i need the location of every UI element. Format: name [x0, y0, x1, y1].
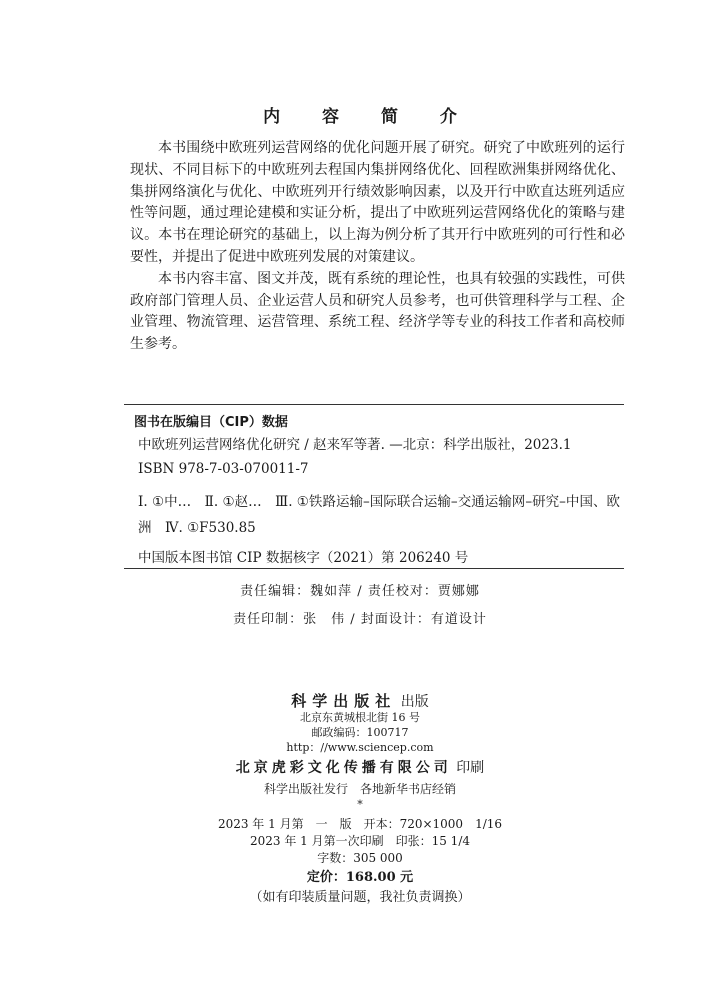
publisher-line: [0, 690, 720, 711]
cip-record: 中欧班列运营网络优化研究 / 赵来军等著. —北京：科学出版社，2023.1: [138, 437, 572, 453]
printing-line: 2023 年 1 月第一次印刷 印张：15 1/4: [249, 834, 470, 848]
publisher-url: http：//www.sciencep.com: [286, 741, 434, 754]
quality-notice: （如有印装质量问题，我社负责调换）: [249, 890, 471, 905]
printer-name: 北京虎彩文化传播有限公司: [235, 760, 452, 776]
publisher-postcode: 邮政编码：100717: [311, 726, 409, 739]
separator-star: *: [357, 798, 363, 811]
cip-classification: Ⅰ. ①中… Ⅱ. ①赵… Ⅲ. ①铁路运输–国际联合运输–交通运输网–研究–中国、欧洲 Ⅳ. ①F530.85: [138, 494, 620, 536]
credits-editors: 责任编辑：魏如萍 / 责任校对：贾娜娜: [240, 584, 480, 599]
price: 定价：168.00 元: [306, 870, 414, 885]
cip-block: [124, 404, 624, 569]
printer-action: 印刷: [456, 760, 485, 776]
intro-paragraph-1: 本书围绕中欧班列运营网络的优化问题开展了研究。研究了中欧班列的运行现状、不同目标下的中欧班列去程国内集拼网络优化、回程欧洲集拼网络优化、集拼网络演化与优化、中欧班列开行绩效影响因素，以及开行中欧直达班列适应性等问题，通过理论建模和实证分析，提出了中欧班列运营网络优化的策略与建议。本书在理论研究的基础上，以上海为例分析了其开行中欧班列的可行性和必要性，并提出了促进中欧班列发展的对策建议。: [130, 140, 625, 265]
page-title: 内 容 简 介: [263, 107, 475, 127]
cip-check-number: 中国版本图书馆 CIP 数据核字（2021）第 206240 号: [138, 550, 469, 566]
cip-heading: 图书在版编目（CIP）数据: [134, 415, 288, 430]
publisher-action: 出版: [400, 694, 429, 710]
intro-section: [130, 138, 625, 356]
word-count: 字数：305 000: [317, 851, 403, 865]
distribution-line: 科学出版社发行 各地新华书店经销: [263, 782, 456, 796]
intro-paragraph-2: 本书内容丰富、图文并茂，既有系统的理论性，也具有较强的实践性，可供政府部门管理人员、企业运营人员和研究人员参考，也可供管理科学与工程、企业管理、物流管理、运营管理、系统工程、经济学等专业的科技工作者和高校师生参考。: [130, 270, 625, 353]
edition-line: 2023 年 1 月第 一 版 开本：720×1000 1/16: [217, 817, 503, 831]
publisher-address: 北京东黄城根北街 16 号: [300, 711, 420, 724]
cip-isbn: ISBN 978-7-03-070011-7: [138, 461, 309, 477]
publisher-logo: 科学出版社: [291, 692, 397, 710]
printer-line: [0, 757, 720, 777]
credits-production: 责任印制：张 伟 / 封面设计：有道设计: [233, 612, 487, 627]
